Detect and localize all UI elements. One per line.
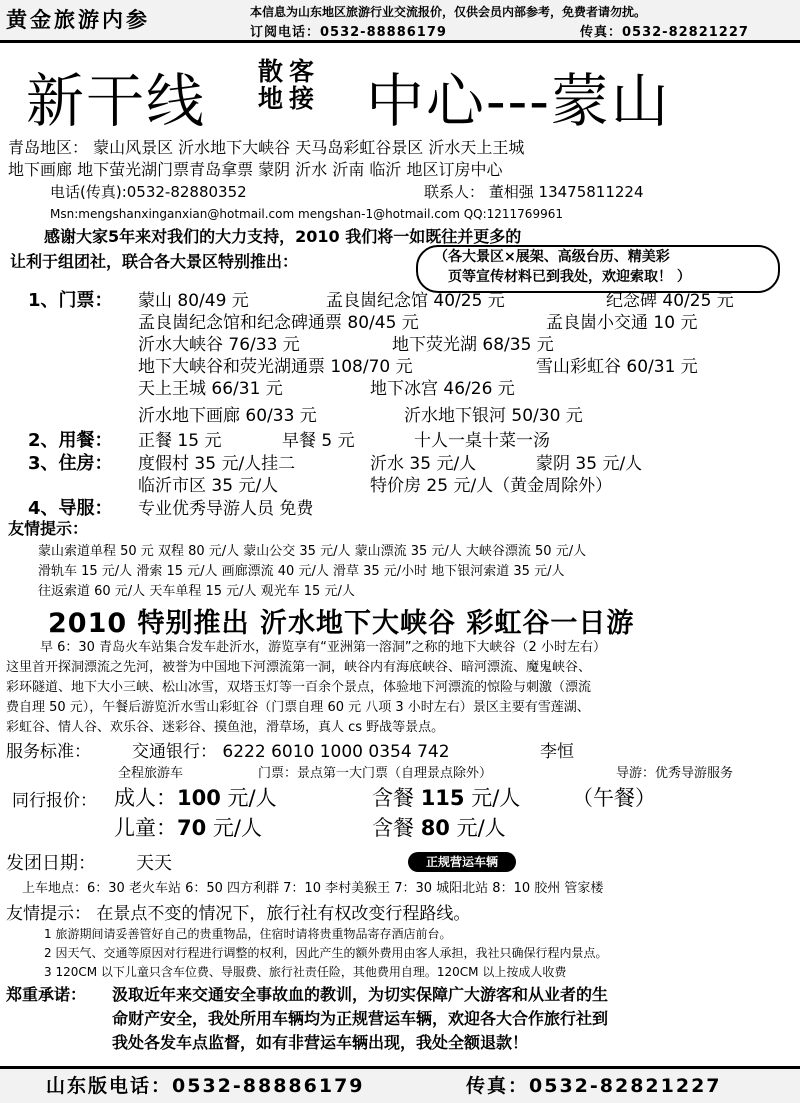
adult-meal-label: 含餐 [372, 786, 414, 810]
title-part-1: 新干线 [26, 67, 207, 135]
itinerary-line-5: 彩虹谷、情人谷、欢乐谷、迷彩谷、摸鱼池，滑草场，真人 cs 野战等景点。 [6, 720, 445, 735]
child-price-row [114, 812, 262, 842]
lodging-yishui: 沂水 35 元/人 [370, 454, 477, 474]
itinerary-line-2: 这里首开探洞漂流之先河，被誉为中国地下河漂流第一洞，峡谷内有海底峡谷、暗河漂流、魔鬼峡谷、 [6, 660, 592, 675]
title-stacked [258, 58, 320, 112]
promo-title: 2010 特别推出 沂水地下大峡谷 彩虹谷一日游 [48, 608, 635, 639]
tips2-main: 友情提示： 在景点不变的情况下，旅行社有权改变行程路线。 [6, 904, 471, 924]
title-part-3: 中心---蒙山 [366, 67, 671, 135]
footer-phone: 山东版电话：0532-88886179 [46, 1075, 365, 1097]
tips2-note-1: 1 旅游期间请妥善管好自己的贵重物品，住宿时请将贵重物品寄存酒店前台。 [44, 927, 452, 941]
ticket-monument: 纪念碑 40/25 元 [606, 291, 734, 311]
child-meal-row [372, 812, 506, 842]
ticket-underground-gallery: 沂水地下画廊 60/33 元 [138, 406, 317, 426]
child-price: 70 [177, 816, 207, 840]
ticket-fluorescent-lake: 地下荧光湖 68/35 元 [392, 335, 554, 355]
adult-meal-row [372, 782, 520, 812]
child-unit: 元/人 [212, 816, 262, 840]
service-tickets: 门票：景点第一大门票（自理景点除外） [258, 766, 493, 781]
adult-price-row [114, 782, 277, 812]
itinerary-line-3: 彩环隧道、地下大小三峡、松山冰雪，双塔玉灯等一百余个景点，体验地下河漂流的惊险与刺激（漂流 [6, 680, 592, 695]
tickets-label: 1、门票： [28, 290, 113, 311]
ticket-mengshan: 蒙山 80/49 元 [138, 291, 249, 311]
footer-fax: 传真：0532-82821227 [466, 1075, 722, 1097]
meal-dinner: 正餐 15 元 [138, 431, 222, 451]
ticket-menglianggu-museum: 孟良崮纪念馆 40/25 元 [326, 291, 505, 311]
meal-breakfast: 早餐 5 元 [282, 431, 355, 451]
bank-account: 交通银行： 6222 6010 1000 0354 742 [132, 742, 450, 762]
tips2-note-2: 2 因天气、交通等原因对行程进行调整的权利，因此产生的额外费用由客人承担，我社只确保行程内景点。 [44, 946, 608, 960]
callout-line-1: （各大景区×展架、高级台历、精美彩 [434, 249, 670, 265]
lodging-linyi: 临沂市区 35 元/人 [138, 476, 279, 496]
meals-label: 2、用餐： [28, 430, 113, 451]
ticket-tianshang-wangcheng: 天上王城 66/31 元 [138, 379, 283, 399]
publication-name: 黄金旅游内参 [6, 8, 150, 32]
promise-line-1: 汲取近年来交通安全事故血的教训，为切实保障广大游客和从业者的生 [112, 985, 609, 1004]
guide-label: 4、导服： [28, 498, 113, 519]
account-holder: 李恒 [540, 742, 574, 762]
child-label: 儿童： [114, 816, 177, 840]
child-meal-price: 80 [420, 816, 450, 840]
title-stacked-bottom: 地接 [258, 84, 321, 113]
ticket-canyon-lake-combo: 地下大峡谷和荧光湖通票 108/70 元 [138, 357, 413, 377]
ticket-underground-galaxy: 沂水地下银河 50/30 元 [404, 406, 583, 426]
ticket-ice-palace: 地下冰宫 46/26 元 [370, 379, 515, 399]
promise-line-3: 我处各发车点监督，如有非营运车辆出现，我处全额退款！ [112, 1033, 529, 1052]
msn-text: Msn:mengshanxinganxian@hotmail.com mengshan-1@hotmail.com QQ:1211769961 [50, 207, 563, 221]
adult-label: 成人： [114, 786, 177, 810]
lodging-special: 特价房 25 元/人（黄金周除外） [370, 476, 613, 496]
ticket-yishui-canyon: 沂水大峡谷 76/33 元 [138, 335, 300, 355]
tips-label: 友情提示： [8, 519, 89, 538]
title-stacked-top: 散客 [258, 57, 321, 86]
tips-line-1: 蒙山索道单程 50 元 双程 80 元/人 蒙山公交 35 元/人 蒙山漂流 35 元/人 大峡谷漂流 50 元/人 [38, 544, 587, 559]
service-guide: 导游：优秀导游服务 [616, 766, 734, 781]
departure-value: 天天 [136, 853, 172, 874]
itinerary-line-1: 早 6：30 青岛火车站集合发车赴沂水，游览享有“亚洲第一溶洞”之称的地下大峡谷（2 小时左右） [40, 640, 606, 655]
disclaimer-text: 本信息为山东地区旅游行业交流报价，仅供会员内部参考，免费者请勿扰。 [250, 5, 647, 19]
lunch-note: （午餐） [572, 786, 656, 810]
thanks-line-2: 让利于组团社，联合各大景区特别推出： [10, 252, 299, 271]
promise-line-2: 命财产安全，我处所用车辆均为正规营运车辆，欢迎各大合作旅行社到 [112, 1009, 609, 1028]
child-meal-label: 含餐 [372, 816, 414, 840]
ticket-combo-museum-monument: 孟良崮纪念馆和纪念碑通票 80/45 元 [138, 313, 419, 333]
header-fax: 传真：0532-82821227 [580, 25, 749, 40]
lodging-mengyin: 蒙阴 35 元/人 [536, 454, 643, 474]
tips-line-2: 滑轨车 15 元/人 滑索 15 元/人 画廊漂流 40 元/人 滑草 35 元/小时 地下银河索道 35 元/人 [38, 564, 565, 579]
lodging-label: 3、住房： [28, 453, 113, 474]
service-label: 服务标准： [6, 742, 91, 762]
promise-label: 郑重承诺： [6, 985, 87, 1004]
itinerary-line-4: 费自理 50 元），午餐后游览沂水雪山彩虹谷（门票自理 60 元 八项 3 小时左右）景区主要有雪莲湖、 [6, 700, 590, 715]
tips2-note-3: 3 120CM 以下儿童只含车位费、导服费、旅行社责任险，其他费用自理。120CM 以上按成人收费 [44, 965, 567, 979]
pricing-label: 同行报价： [12, 791, 97, 811]
adult-price: 100 [177, 786, 221, 810]
adult-meal-price: 115 [420, 786, 465, 810]
adult-meal-unit: 元/人 [471, 786, 521, 810]
adult-unit: 元/人 [227, 786, 277, 810]
thanks-line-1: 感谢大家5年来对我们的大力支持，2010 我们将一如既往并更多的 [44, 227, 522, 246]
callout-line-2: 页等宣传材料已到我处，欢迎索取！ ） [448, 269, 691, 285]
phone-text: 电话(传真):0532-82880352 [50, 183, 247, 201]
departure-label: 发团日期： [6, 853, 96, 874]
child-meal-unit: 元/人 [456, 816, 506, 840]
certified-vehicle-badge: 正规营运车辆 [408, 852, 516, 872]
tips-line-3: 往返索道 60 元/人 天车单程 15 元/人 观光车 15 元/人 [38, 584, 355, 599]
meal-table: 十人一桌十菜一汤 [414, 431, 550, 451]
region-line-1: 青岛地区： 蒙山风景区 沂水地下大峡谷 天马岛彩虹谷景区 沂水天上王城 [8, 138, 525, 157]
lodging-resort: 度假村 35 元/人挂二 [138, 454, 296, 474]
ticket-menglianggu-shuttle: 孟良崮小交通 10 元 [546, 313, 698, 333]
contact-text: 联系人： 董相强 13475811224 [424, 183, 644, 201]
ticket-rainbow-valley: 雪山彩虹谷 60/31 元 [536, 357, 698, 377]
pickup-points: 上车地点：6：30 老火车站 6：50 四方利群 7：10 李村美猴王 7：30 城阳北站 8：10 胶州 管家楼 [22, 881, 604, 896]
service-car: 全程旅游车 [118, 766, 184, 781]
subscribe-phone: 订阅电话：0532-88886179 [250, 25, 447, 40]
region-line-2: 地下画廊 地下萤光湖门票青岛拿票 蒙阴 沂水 沂南 临沂 地区订房中心 [8, 160, 503, 179]
guide-text: 专业优秀导游人员 免费 [138, 499, 314, 519]
